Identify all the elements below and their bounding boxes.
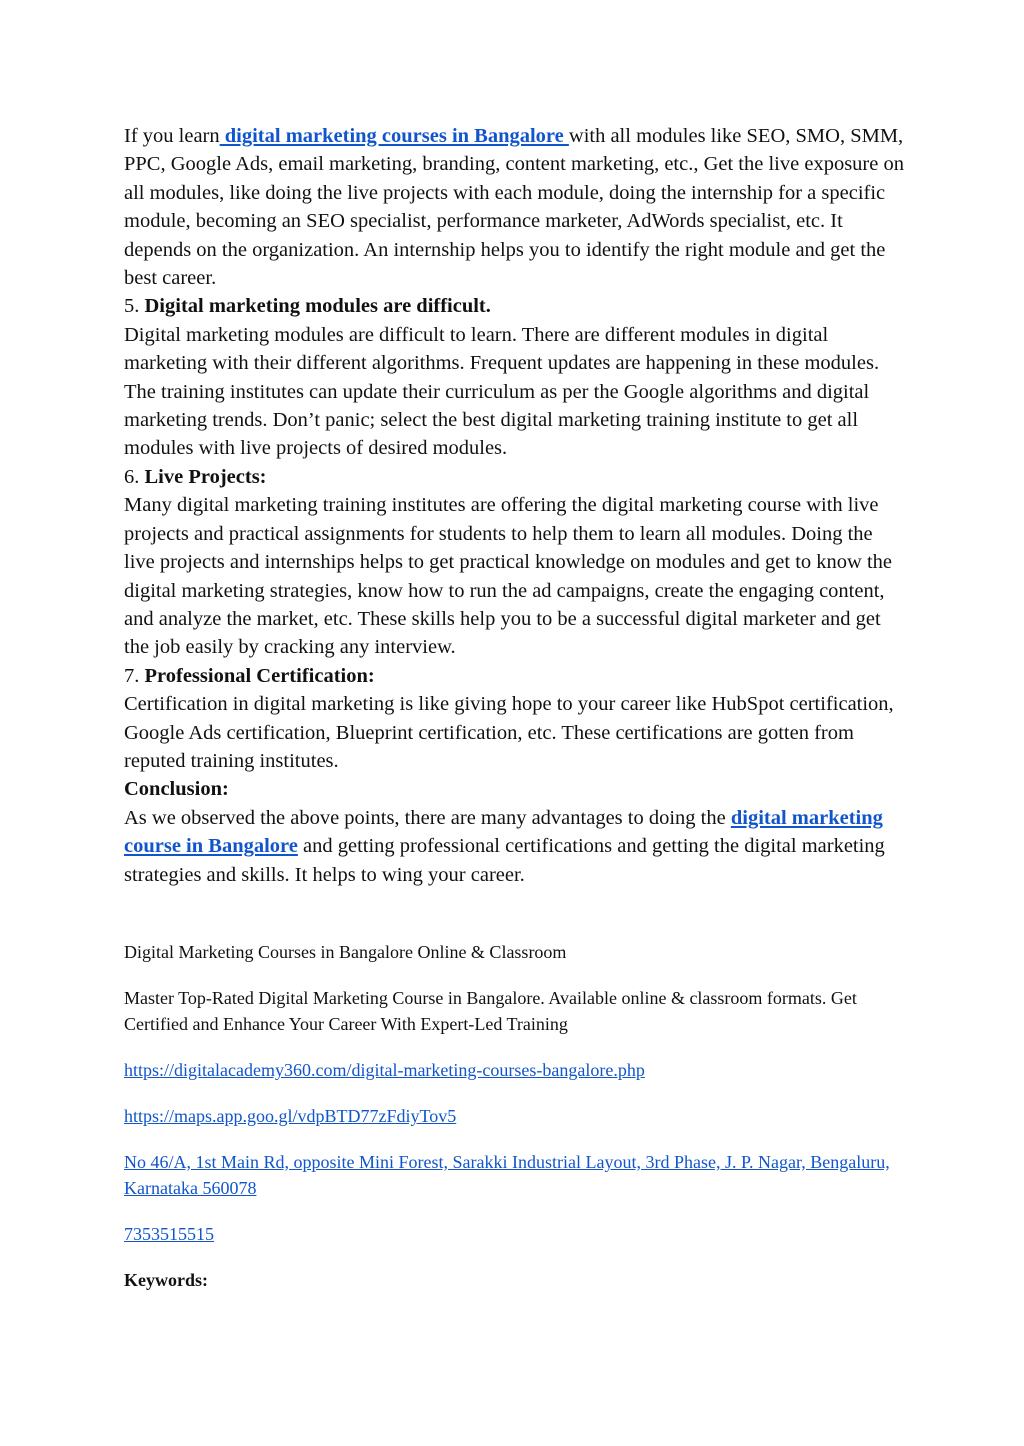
section-6-heading: [124, 463, 904, 491]
maps-link-row: [124, 1103, 904, 1129]
conclusion-title: Conclusion:: [124, 778, 229, 801]
address-link-row: [124, 1149, 904, 1201]
section-7-title: Professional Certification:: [144, 664, 375, 687]
phone-link[interactable]: 7353515515: [124, 1223, 214, 1244]
conclusion-text-before: As we observed the above points, there are many advantages to doing the: [124, 806, 731, 829]
document-page: [124, 122, 904, 1293]
conclusion-course-link[interactable]: digital marketing course in Bangalore: [124, 806, 883, 858]
article-body: [124, 122, 904, 889]
section-6-number: 6.: [124, 465, 145, 488]
section-6-body: Many digital marketing training institutes are offering the digital marketing course with live projects and practical assignments for students to help them to learn all modules. Doing the live projects and internships helps to get practical knowledge on modules and get to know the digital marketing strategies, know how to run the ad campaigns, create the engaging content, and analyze the market, etc. These skills help you to be a successful digital marketer and get the job easily by cracking any interview.: [124, 494, 892, 659]
section-5-title: Digital marketing modules are difficult.: [144, 295, 491, 318]
conclusion-text-after: and getting professional certifications and getting the digital marketing strategies and skills. It helps to wing your career.: [124, 835, 885, 886]
website-link-row: [124, 1057, 904, 1083]
business-info: [124, 939, 904, 1293]
section-7-number: 7.: [124, 664, 145, 687]
section-7-body: Certification in digital marketing is like giving hope to your career like HubSpot certification, Google Ads certification, Blueprint certification, etc. These certifications are gotten from reputed training institutes.: [124, 693, 894, 772]
section-7-heading: [124, 662, 904, 690]
business-title: Digital Marketing Courses in Bangalore Online & Classroom: [124, 941, 567, 962]
intro-text-before: If you learn: [124, 125, 220, 147]
phone-link-row: [124, 1221, 904, 1247]
section-5-body: Digital marketing modules are difficult to learn. There are different modules in digital marketing with their different algorithms. Frequent updates are happening in these modules. The training institutes can update their curriculum as per the Google algorithms and digital marketing trends. Don’t panic; select the best digital marketing training institute to get all modules with live projects of desired modules.: [124, 323, 880, 460]
section-6-title: Live Projects:: [144, 465, 267, 488]
address-link[interactable]: No 46/A, 1st Main Rd, opposite Mini Forest, Sarakki Industrial Layout, 3rd Phase, J. P. Nagar, Bengaluru, Karnataka 560078: [124, 1151, 890, 1198]
website-link[interactable]: https://digitalacademy360.com/digital-marketing-courses-bangalore.php: [124, 1059, 645, 1080]
maps-link[interactable]: https://maps.app.goo.gl/vdpBTD77zFdiyTov5: [124, 1105, 457, 1126]
business-description: Master Top-Rated Digital Marketing Course in Bangalore. Available online & classroom formats. Get Certified and Enhance Your Career With Expert-Led Training: [124, 987, 857, 1034]
conclusion-paragraph: [124, 804, 904, 889]
section-5-heading: [124, 292, 904, 320]
intro-paragraph: [124, 122, 904, 292]
section-5-number: 5.: [124, 295, 145, 318]
conclusion-heading: [124, 775, 904, 803]
intro-text-after: with all modules like SEO, SMO, SMM, PPC, Google Ads, email marketing, branding, content marketing, etc., Get the live exposure on all modules, like doing the live projects with each module, doing the internship for a specific module, becoming an SEO specialist, performance marketer, AdWords specialist, etc. It depends on the organization. An internship helps you to identify the right module and get the best career.: [124, 125, 904, 290]
course-link[interactable]: digital marketing courses in Bangalore: [219, 125, 569, 147]
keywords-label: Keywords:: [124, 1269, 208, 1290]
